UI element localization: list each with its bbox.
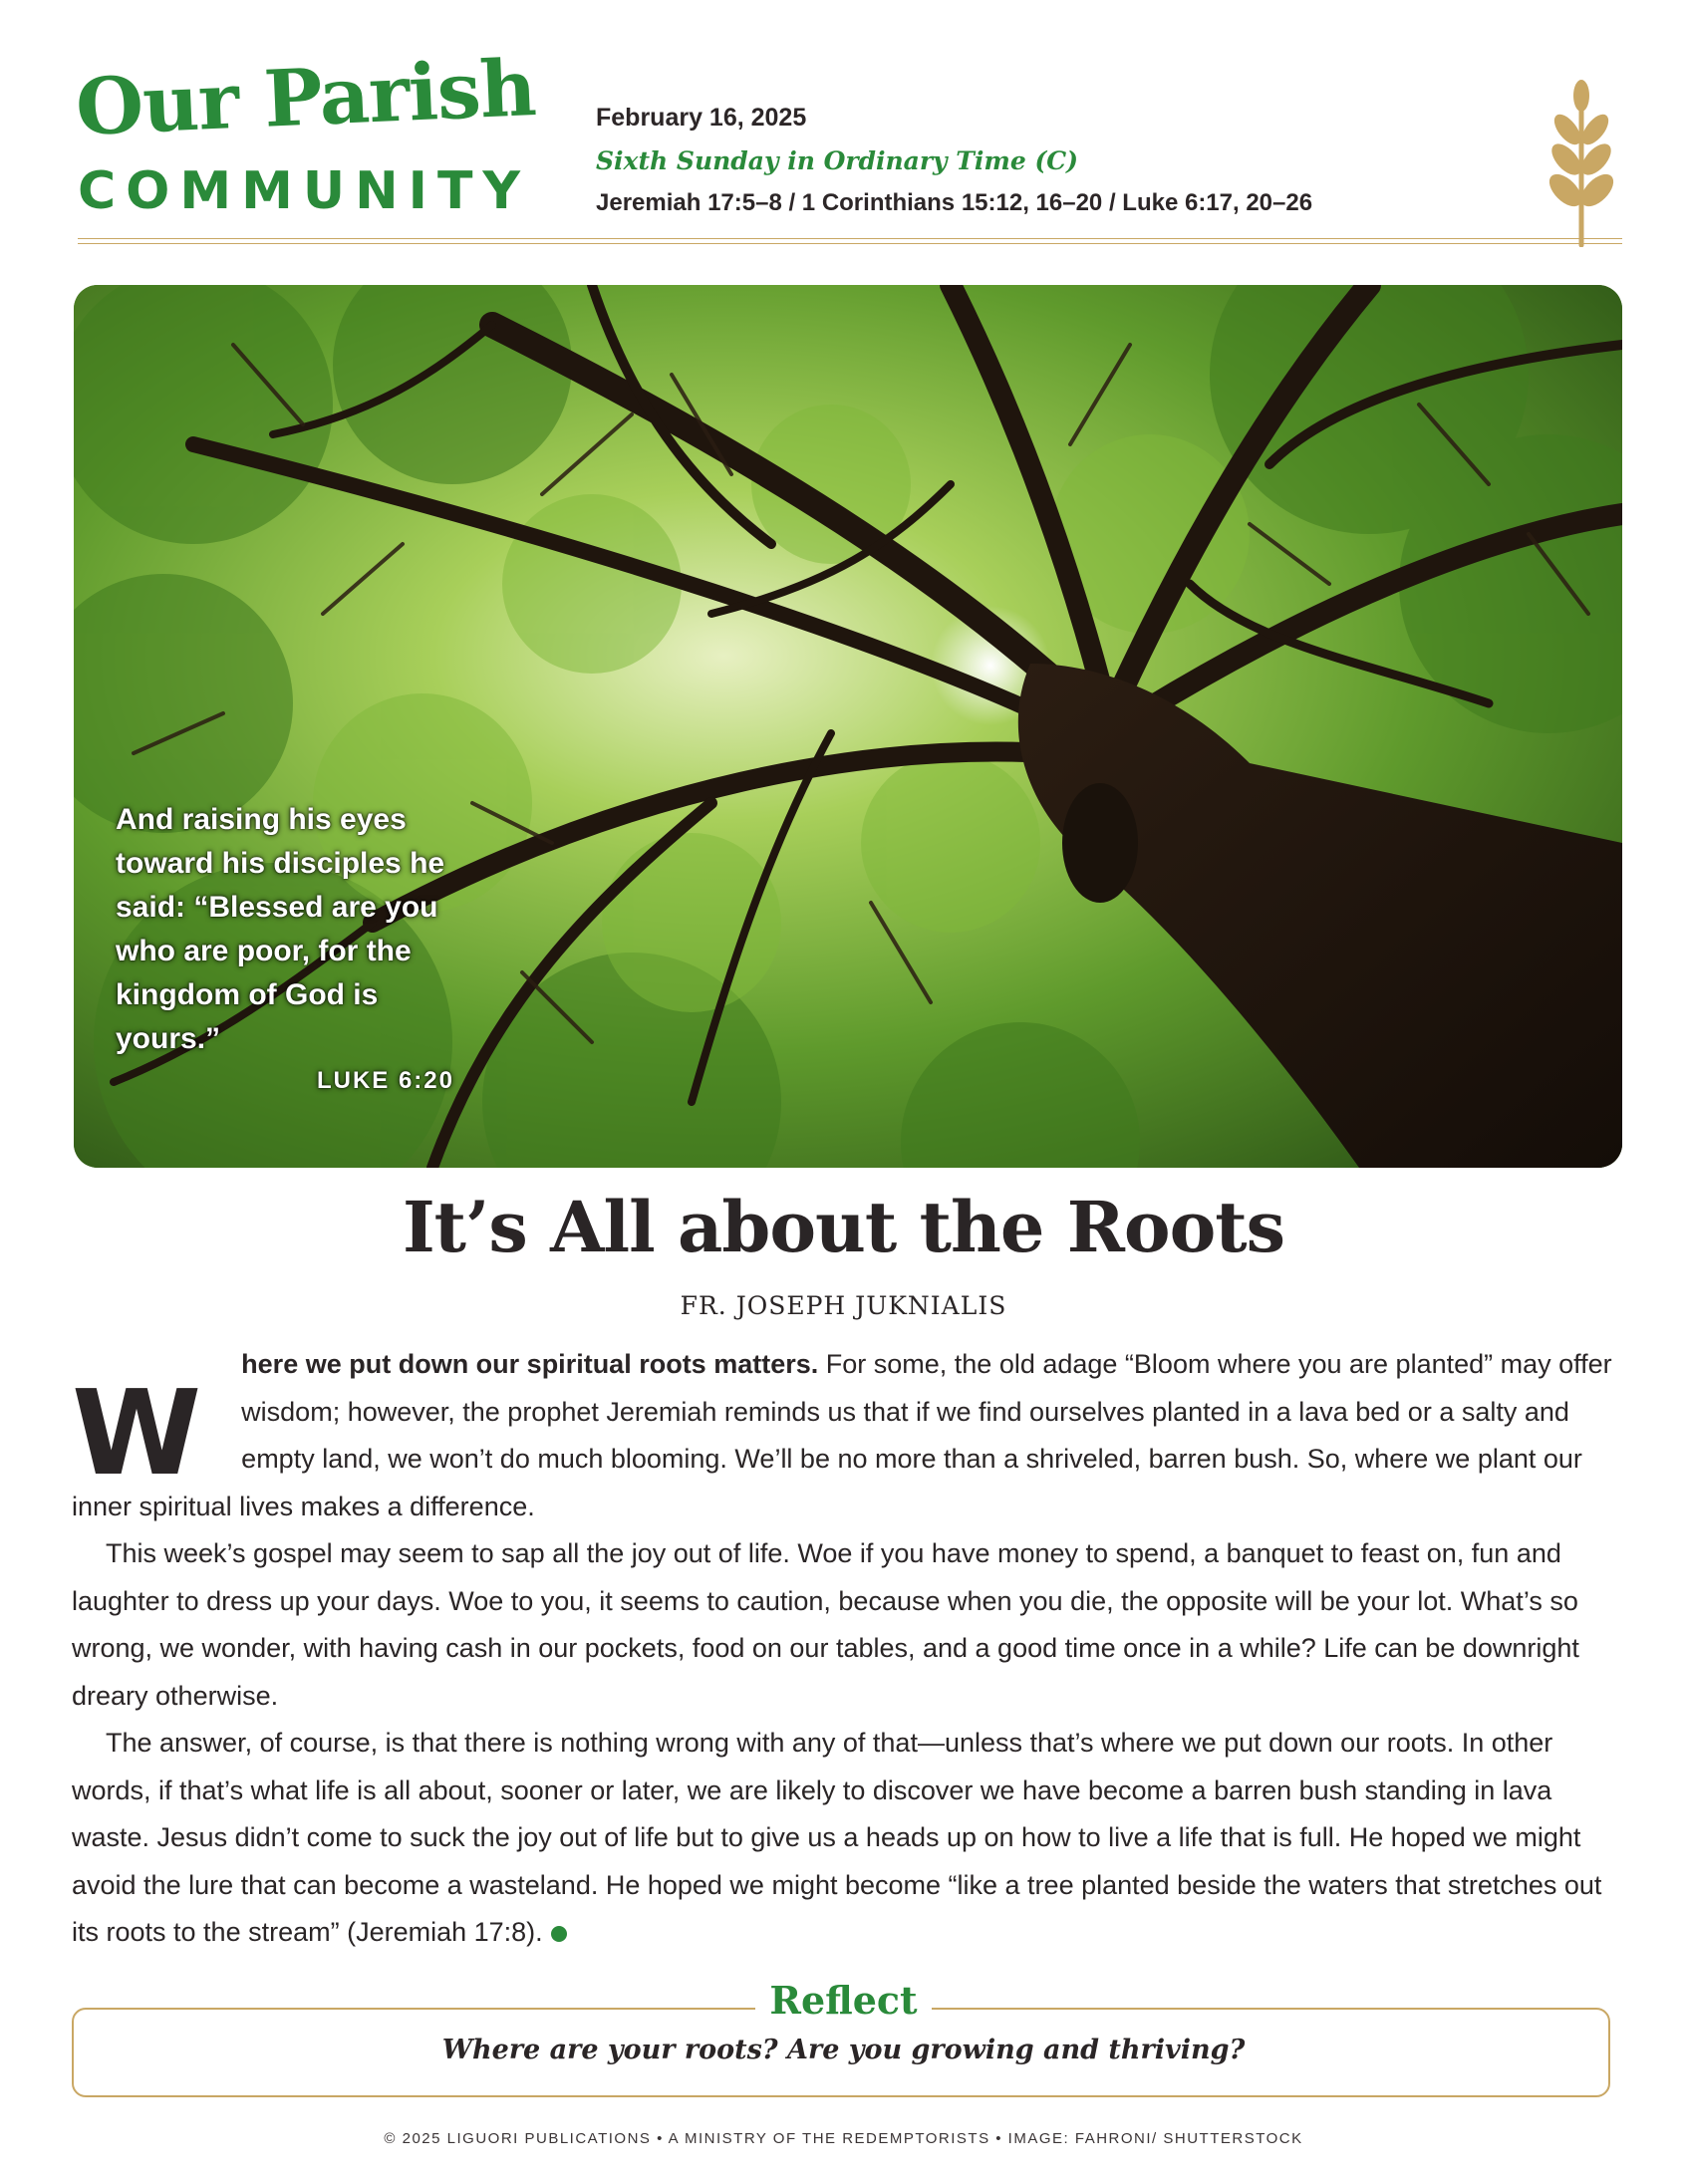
liturgical-day: Sixth Sunday in Ordinary Time (C): [596, 146, 1078, 175]
paragraph-2: This week’s gospel may seem to sap all the joy out of life. Woe if you have money to spend, a banquet to feast on, fun and laughter to dress up your days. Woe to you, it seems to caution, because when you die, the opposite will be your lot. What’s so wrong, we wonder, with having cash in our pockets, food on our tables, and a good time once in a while? Life can be downright dreary otherwise.: [72, 1538, 1579, 1711]
masthead-subtitle: COMMUNITY: [78, 161, 531, 221]
quote-text: And raising his eyes toward his disciples he said: “Blessed are you who are poor, for the kingdom of God is yours.”: [116, 803, 445, 1055]
paragraph-1: [72, 1341, 1626, 1530]
reflect-heading: [0, 1978, 1687, 2023]
scripture-quote: [116, 798, 454, 1095]
article-body: [72, 1341, 1626, 1957]
lead-in: here we put down our spiritual roots matters.: [241, 1349, 819, 1379]
paragraph-3-text: The answer, of course, is that there is nothing wrong with any of that—unless that’s where we put down our roots. In other words, if that’s what life is all about, sooner or later, we are likely to discover we have become a barren bush standing in lava waste. Jesus didn’t come to suck the joy out of life but to give us a heads up on how to live a life that is full. He hoped we might avoid the lure that can become a wasteland. He hoped we might become “like a tree planted beside the waters that stretches out its roots to the stream” (Jeremiah 17:8).: [72, 1728, 1602, 1947]
drop-cap: W: [72, 1364, 202, 1502]
reflect-question: Where are your roots? Are you growing and thriving?: [441, 2035, 1246, 2065]
paragraph-1-text: For some, the old adage “Bloom where you are planted” may offer wisdom; however, the prophet Jeremiah reminds us that if we find ourselves planted in a lava bed or a salty and empty land, we won’t do much blooming. We’ll be no more than a shriveled, barren bush. So, where we plant our inner spiritual lives makes a difference.: [72, 1349, 1612, 1521]
header-divider: [78, 238, 1622, 244]
scripture-readings: Jeremiah 17:5–8 / 1 Corinthians 15:12, 16–20 / Luke 6:17, 20–26: [596, 189, 1313, 216]
masthead-title: Our Parish: [74, 42, 538, 153]
wheat-icon: [1542, 78, 1621, 247]
masthead: [74, 42, 556, 221]
article-byline: FR. JOSEPH JUKNIALIS: [680, 1291, 1007, 1320]
footer-credit: © 2025 LIGUORI PUBLICATIONS • A MINISTRY OF THE REDEMPTORISTS • IMAGE: FAHRONI/ SHUTTERSTOCK: [384, 2130, 1303, 2147]
issue-date: February 16, 2025: [596, 104, 807, 132]
header-info: [596, 104, 1312, 217]
end-dot-icon: [551, 1926, 567, 1942]
quote-citation: LUKE 6:20: [316, 1067, 454, 1094]
reflect-label: Reflect: [755, 1978, 931, 2023]
article-title: It’s All about the Roots: [402, 1186, 1285, 1268]
hero-image: [74, 285, 1622, 1168]
paragraph-3: [72, 1720, 1626, 1957]
